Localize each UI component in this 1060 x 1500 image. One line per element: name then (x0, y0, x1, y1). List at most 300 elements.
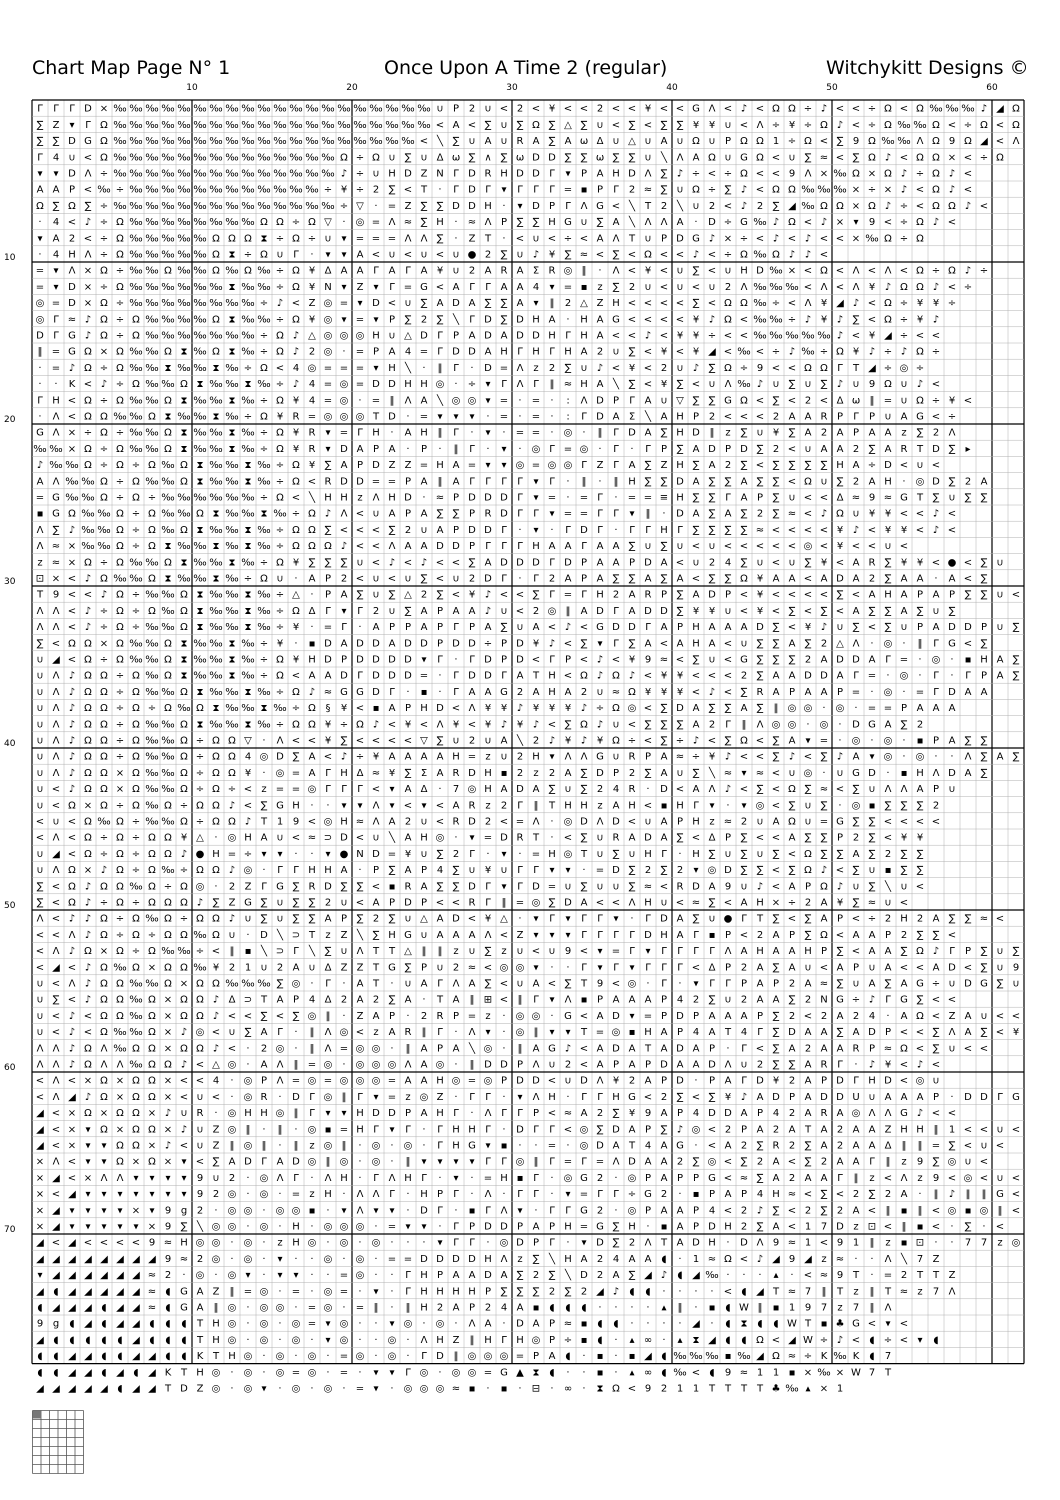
grid-cell-symbol: < (628, 314, 636, 325)
grid-cell-symbol: ‰ (193, 266, 206, 277)
grid-cell-symbol: D (612, 622, 620, 633)
grid-cell-symbol: ÷ (100, 622, 108, 633)
grid-cell-symbol: × (100, 347, 108, 358)
grid-cell-symbol: < (708, 250, 716, 261)
grid-cell-symbol: D (660, 914, 668, 925)
grid-cell-symbol: ÷ (116, 298, 124, 309)
grid-cell-symbol: ∪ (404, 298, 411, 309)
grid-cell-symbol: ╲ (436, 393, 444, 406)
grid-cell-symbol: ∑ (661, 476, 668, 487)
grid-cell-symbol: H (324, 865, 332, 876)
grid-cell-symbol: ≈ (756, 768, 764, 779)
grid-cell-symbol: 2 (421, 590, 427, 601)
grid-cell-symbol: A (725, 622, 732, 633)
grid-cell-symbol: Ω (692, 136, 700, 147)
grid-cell-symbol: Γ (661, 979, 667, 990)
grid-cell-symbol: D (596, 768, 604, 779)
grid-cell-symbol: Ω (100, 995, 108, 1006)
grid-cell-symbol: < (1012, 1124, 1020, 1135)
grid-cell-symbol: ω (852, 395, 860, 406)
grid-cell-symbol: = (548, 493, 556, 504)
grid-cell-symbol: ♪ (869, 995, 875, 1006)
grid-cell-symbol: 2 (469, 266, 475, 277)
grid-cell-symbol: < (564, 671, 572, 682)
grid-cell-symbol: ÷ (676, 736, 684, 747)
grid-cell-symbol: : (566, 395, 569, 406)
grid-cell-symbol: Ω (772, 1351, 780, 1362)
grid-cell-symbol: Γ (453, 1189, 459, 1200)
grid-cell-symbol: Ω (148, 1011, 156, 1022)
grid-cell-symbol: z (917, 1286, 922, 1297)
grid-cell-symbol: D (580, 1270, 588, 1281)
grid-cell-symbol: ∪ (532, 233, 539, 244)
grid-cell-symbol: ∑ (869, 444, 876, 455)
grid-cell-symbol: Γ (437, 1124, 443, 1135)
grid-cell-symbol: A (453, 1043, 460, 1054)
grid-cell-symbol: Λ (101, 1173, 108, 1184)
grid-cell-symbol: ‰ (161, 719, 174, 730)
grid-cell-symbol: ∑ (437, 849, 444, 860)
grid-cell-symbol: ▾ (325, 1108, 330, 1119)
grid-cell-symbol: ▾ (405, 1222, 410, 1233)
grid-cell-symbol: A (837, 1011, 844, 1022)
grid-cell-symbol: ∪ (964, 1157, 971, 1168)
grid-cell-symbol: H (740, 266, 748, 277)
grid-cell-symbol: H (980, 655, 988, 666)
grid-cell-symbol: ∑ (789, 460, 796, 471)
grid-cell-symbol: ∪ (516, 946, 523, 957)
grid-cell-symbol: D (660, 606, 668, 617)
grid-cell-symbol: ÷ (788, 898, 796, 909)
grid-cell-symbol: H (660, 525, 668, 536)
grid-cell-symbol: 2 (757, 930, 763, 941)
grid-cell-symbol: ♪ (181, 849, 187, 860)
grid-cell-symbol: A (773, 995, 780, 1006)
grid-cell-symbol: ∑ (869, 1189, 876, 1200)
grid-cell-symbol: < (436, 120, 444, 131)
grid-cell-symbol: < (804, 525, 812, 536)
grid-cell-symbol: < (36, 946, 44, 957)
grid-cell-symbol: = (420, 460, 428, 471)
grid-cell-symbol: ∪ (404, 979, 411, 990)
grid-cell-symbol: D (388, 412, 396, 423)
grid-cell-symbol: ▽ (244, 736, 252, 747)
grid-cell-symbol: ÷ (116, 476, 124, 487)
grid-cell-symbol: D (484, 671, 492, 682)
grid-cell-symbol: D (468, 525, 476, 536)
grid-cell-symbol: ∑ (309, 914, 316, 925)
grid-cell-symbol: ∪ (676, 768, 683, 779)
grid-cell-symbol: ▪ (533, 1303, 540, 1314)
grid-cell-symbol: Γ (485, 185, 491, 196)
grid-cell-symbol: ∑ (517, 1286, 524, 1297)
grid-cell-symbol: ∑ (773, 622, 780, 633)
grid-cell-symbol: ◢ (100, 1286, 108, 1297)
grid-cell-symbol: D (612, 1124, 620, 1135)
grid-cell-symbol: ∑ (981, 590, 988, 601)
grid-cell-symbol: ◎ (324, 314, 333, 325)
grid-cell-symbol: A (869, 1124, 876, 1135)
grid-cell-symbol: × (84, 298, 92, 309)
grid-cell-symbol: · (310, 1384, 313, 1395)
grid-cell-symbol: ÷ (148, 703, 156, 714)
grid-cell-symbol: Ω (68, 881, 76, 892)
grid-cell-symbol: A (469, 930, 476, 941)
grid-cell-symbol: × (68, 444, 76, 455)
grid-cell-symbol: ◎ (964, 1173, 973, 1184)
grid-cell-symbol: ¥ (549, 250, 555, 261)
grid-cell-symbol: ÷ (116, 493, 124, 504)
grid-cell-symbol: A (869, 1141, 876, 1152)
grid-cell-symbol: · (38, 412, 41, 423)
grid-cell-symbol: ▾ (373, 314, 378, 325)
grid-cell-symbol: ÷ (868, 104, 876, 115)
grid-cell-symbol: ≈ (692, 898, 700, 909)
grid-cell-symbol: A (773, 574, 780, 585)
grid-cell-symbol: P (421, 865, 427, 876)
grid-cell-symbol: ♪ (85, 574, 91, 585)
grid-cell-symbol: ‰ (321, 104, 334, 115)
grid-cell-symbol: ¥ (693, 314, 699, 325)
grid-cell-symbol: A (997, 752, 1004, 763)
grid-cell-symbol: Ω (132, 331, 140, 342)
grid-cell-symbol: P (853, 428, 859, 439)
grid-cell-symbol: Ω (180, 1043, 188, 1054)
grid-cell-symbol: A (629, 460, 636, 471)
grid-cell-symbol: A (853, 849, 860, 860)
grid-cell-symbol: Λ (53, 865, 60, 876)
grid-cell-symbol: ∪ (564, 784, 571, 795)
grid-cell-symbol: Ω (260, 363, 268, 374)
grid-cell-symbol: z (837, 1303, 842, 1314)
grid-cell-symbol: < (564, 1124, 572, 1135)
grid-cell-symbol: · (38, 363, 41, 374)
grid-cell-symbol: P (805, 881, 811, 892)
grid-cell-symbol: 2 (229, 962, 235, 973)
grid-cell-symbol: H (564, 347, 572, 358)
grid-cell-symbol: · (358, 395, 361, 406)
grid-cell-symbol: Λ (565, 752, 572, 763)
grid-cell-symbol: ¥ (837, 898, 843, 909)
grid-cell-symbol: ¥ (309, 282, 315, 293)
grid-cell-symbol: < (932, 557, 940, 568)
grid-cell-symbol: ◢ (116, 1367, 124, 1378)
grid-cell-symbol: Ω (996, 152, 1004, 163)
grid-cell-symbol: A (677, 914, 684, 925)
grid-cell-symbol: ∑ (405, 152, 412, 163)
grid-cell-symbol: A (821, 1027, 828, 1038)
grid-cell-symbol: ◎ (356, 1043, 365, 1054)
grid-cell-symbol: H (916, 1124, 924, 1135)
grid-cell-symbol: Ω (612, 736, 620, 747)
grid-cell-symbol: Z (949, 1270, 956, 1281)
grid-cell-symbol: ‖ (518, 1043, 523, 1054)
grid-cell-symbol: ◖ (37, 1351, 42, 1362)
grid-cell-symbol: Ω (276, 444, 284, 455)
grid-cell-symbol: < (980, 201, 988, 212)
grid-cell-symbol: Ω (148, 525, 156, 536)
grid-cell-symbol: Λ (277, 1076, 284, 1087)
grid-cell-symbol: × (52, 574, 60, 585)
grid-cell-symbol: < (612, 201, 620, 212)
grid-cell-symbol: · (342, 1303, 345, 1314)
grid-cell-symbol: 7 (869, 1367, 875, 1378)
grid-cell-symbol: ÷ (692, 752, 700, 763)
grid-cell-symbol: ∪ (276, 898, 283, 909)
grid-cell-symbol: H (452, 1286, 460, 1297)
grid-cell-symbol: P (613, 1060, 619, 1071)
grid-cell-symbol: ♪ (533, 250, 539, 261)
grid-cell-symbol: Γ (581, 590, 587, 601)
grid-cell-symbol: ◎ (436, 833, 445, 844)
grid-cell-symbol: 2 (405, 817, 411, 828)
grid-cell-symbol: R (773, 1141, 780, 1152)
grid-symbols (33, 104, 1020, 1395)
grid-cell-symbol: ‰ (145, 752, 158, 763)
grid-cell-symbol: < (612, 898, 620, 909)
grid-cell-symbol: ∪ (468, 136, 475, 147)
grid-cell-symbol: T (436, 995, 444, 1006)
grid-cell-symbol: A (485, 687, 492, 698)
grid-cell-symbol: ▪ (965, 655, 972, 666)
grid-cell-symbol: A (821, 687, 828, 698)
grid-cell-symbol: · (230, 1254, 233, 1265)
grid-cell-symbol: · (342, 1060, 345, 1071)
grid-cell-symbol: P (901, 703, 907, 714)
grid-cell-symbol: ¥ (469, 590, 475, 601)
grid-cell-symbol: ∪ (996, 946, 1003, 957)
grid-cell-symbol: ÷ (100, 233, 108, 244)
grid-cell-symbol: = (516, 817, 524, 828)
grid-cell-symbol: ▾ (85, 1205, 90, 1216)
grid-cell-symbol: Γ (677, 962, 683, 973)
grid-cell-symbol: A (485, 1319, 492, 1330)
grid-cell-symbol: ◎ (356, 217, 365, 228)
grid-cell-symbol: ‖ (822, 1286, 827, 1297)
grid-cell-symbol: · (694, 1286, 697, 1297)
grid-cell-symbol: ‰ (257, 185, 270, 196)
grid-cell-symbol: Ω (740, 250, 748, 261)
grid-cell-symbol: ∑ (741, 557, 748, 568)
grid-cell-symbol: Ω (612, 703, 620, 714)
grid-cell-symbol: ∪ (420, 930, 427, 941)
grid-cell-symbol: · (486, 412, 489, 423)
grid-cell-symbol: ⧗ (180, 395, 187, 406)
grid-cell-symbol: ‖ (598, 428, 603, 439)
grid-cell-symbol: Ω (980, 120, 988, 131)
grid-cell-symbol: ‖ (422, 1027, 427, 1038)
grid-cell-symbol: P (949, 590, 955, 601)
grid-cell-symbol: ▪ (517, 1173, 524, 1184)
grid-cell-symbol: ¥ (757, 606, 763, 617)
grid-cell-symbol: ◎ (340, 1076, 349, 1087)
grid-cell-symbol: · (502, 1092, 505, 1103)
grid-cell-symbol: ∪ (36, 703, 43, 714)
grid-cell-symbol: ‰ (257, 266, 270, 277)
grid-cell-symbol: × (68, 1108, 76, 1119)
grid-cell-symbol: ‰ (833, 185, 846, 196)
grid-cell-symbol: 2 (901, 930, 907, 941)
grid-cell-symbol: ∑ (725, 736, 732, 747)
grid-cell-symbol: ‰ (145, 298, 158, 309)
grid-cell-symbol: ◎ (276, 1043, 285, 1054)
grid-cell-symbol: ◎ (420, 1384, 429, 1395)
grid-cell-symbol: Γ (517, 865, 523, 876)
grid-cell-symbol: H (868, 1076, 876, 1087)
grid-cell-symbol: ¥ (325, 719, 331, 730)
grid-cell-symbol: 2 (661, 1384, 667, 1395)
grid-cell-symbol: ‰ (177, 185, 190, 196)
grid-cell-symbol: × (68, 1141, 76, 1152)
grid-cell-symbol: D (612, 1011, 620, 1022)
grid-cell-symbol: Ω (116, 347, 124, 358)
grid-cell-symbol: Ω (804, 849, 812, 860)
grid-cell-symbol: < (884, 1173, 892, 1184)
grid-cell-symbol: ‰ (193, 250, 206, 261)
grid-cell-symbol: ◢ (84, 1270, 92, 1281)
grid-cell-symbol: ∪ (772, 379, 779, 390)
grid-cell-symbol: A (597, 1060, 604, 1071)
grid-cell-symbol: A (405, 833, 412, 844)
grid-cell-symbol: A (421, 1076, 428, 1087)
grid-cell-symbol: ‖ (854, 1173, 859, 1184)
grid-cell-symbol: Ω (164, 444, 172, 455)
grid-cell-symbol: A (613, 217, 620, 228)
grid-cell-symbol: < (292, 298, 300, 309)
grid-cell-symbol: ‰ (177, 946, 190, 957)
grid-cell-symbol: Ω (100, 784, 108, 795)
grid-cell-symbol: ≈ (436, 493, 444, 504)
grid-cell-symbol: < (644, 120, 652, 131)
grid-cell-symbol: H (436, 460, 444, 471)
grid-cell-symbol: D (708, 217, 716, 228)
grid-cell-symbol: ▾ (597, 946, 602, 957)
grid-cell-symbol: ∪ (948, 979, 955, 990)
grid-cell-symbol: ‰ (385, 136, 398, 147)
grid-cell-symbol: · (646, 1222, 649, 1233)
grid-cell-symbol: < (932, 995, 940, 1006)
grid-cell-symbol: ‰ (241, 120, 254, 131)
grid-cell-symbol: < (692, 379, 700, 390)
grid-cell-symbol: R (309, 881, 316, 892)
grid-cell-symbol: ∑ (389, 525, 396, 536)
grid-cell-symbol: < (948, 1173, 956, 1184)
grid-cell-symbol: ‰ (145, 590, 158, 601)
grid-cell-symbol: ‰ (129, 1011, 142, 1022)
grid-cell-symbol: ‰ (225, 606, 238, 617)
grid-cell-symbol: · (38, 250, 41, 261)
grid-cell-symbol: = (516, 1351, 524, 1362)
grid-cell-symbol: ♪ (485, 606, 491, 617)
grid-cell-symbol: ╲ (548, 1252, 556, 1265)
grid-cell-symbol: ‖ (310, 1027, 315, 1038)
grid-cell-symbol: ω (596, 152, 604, 163)
grid-cell-symbol: ▾ (101, 1222, 106, 1233)
grid-cell-symbol: ♪ (613, 1286, 619, 1297)
grid-cell-symbol: Ω (852, 169, 860, 180)
grid-cell-symbol: ¥ (661, 671, 667, 682)
grid-cell-symbol: A (373, 898, 380, 909)
grid-cell-symbol: ⧗ (180, 638, 187, 649)
grid-cell-symbol: Γ (453, 1108, 459, 1119)
grid-cell-symbol: A (821, 914, 828, 925)
grid-cell-symbol: 2 (661, 1189, 667, 1200)
grid-cell-symbol: A (741, 703, 748, 714)
grid-cell-symbol: ♪ (85, 962, 91, 973)
grid-cell-symbol: ∪ (36, 800, 43, 811)
grid-cell-symbol: ÷ (100, 833, 108, 844)
grid-cell-symbol: = (612, 946, 620, 957)
grid-cell-symbol: A (597, 314, 604, 325)
grid-cell-symbol: P (869, 1043, 875, 1054)
grid-cell-symbol: ▪ (501, 1384, 508, 1395)
grid-cell-symbol: Ω (740, 395, 748, 406)
grid-cell-symbol: ‰ (145, 314, 158, 325)
grid-cell-symbol: Ρ (405, 476, 411, 487)
grid-cell-symbol: ▾ (69, 120, 74, 131)
grid-cell-symbol: ‰ (161, 865, 174, 876)
grid-cell-symbol: Λ (69, 266, 76, 277)
grid-cell-symbol: ⧗ (228, 557, 235, 568)
grid-cell-symbol: ◢ (132, 1286, 140, 1297)
grid-cell-symbol: Z (469, 233, 476, 244)
grid-cell-symbol: ÷ (132, 946, 140, 957)
grid-cell-symbol: · (470, 363, 473, 374)
grid-cell-symbol: ◎ (516, 460, 525, 471)
grid-cell-symbol: ♪ (709, 314, 715, 325)
grid-cell-symbol: ∑ (965, 493, 972, 504)
grid-cell-symbol: Ω (884, 379, 892, 390)
grid-cell-symbol: Ω (180, 881, 188, 892)
grid-cell-symbol: 2 (757, 1060, 763, 1071)
grid-cell-symbol: Γ (453, 185, 459, 196)
grid-cell-symbol: A (581, 1254, 588, 1265)
grid-cell-symbol: < (244, 784, 252, 795)
grid-cell-symbol: 9 (917, 1157, 923, 1168)
grid-cell-symbol: ▾ (453, 1173, 458, 1184)
grid-cell-symbol: ∑ (629, 347, 636, 358)
grid-cell-symbol: D (244, 1157, 252, 1168)
grid-cell-symbol: < (804, 1011, 812, 1022)
grid-cell-symbol: ⧗ (212, 412, 219, 423)
grid-cell-symbol: Ω (756, 1335, 764, 1346)
grid-cell-symbol: A (53, 185, 60, 196)
grid-cell-symbol: ‖ (230, 1141, 235, 1152)
grid-cell-symbol: A (773, 1173, 780, 1184)
grid-cell-symbol: Ω (212, 865, 220, 876)
grid-cell-symbol: · (486, 1384, 489, 1395)
grid-cell-symbol: Γ (741, 1076, 747, 1087)
grid-cell-symbol: · (422, 363, 425, 374)
grid-cell-symbol: ⧗ (196, 687, 203, 698)
grid-cell-symbol: ∪ (724, 995, 731, 1006)
grid-cell-symbol: ≈ (836, 1254, 844, 1265)
grid-cell-symbol: Ω (132, 493, 140, 504)
grid-cell-symbol: < (356, 525, 364, 536)
grid-cell-symbol: < (52, 930, 60, 941)
grid-cell-symbol: A (421, 541, 428, 552)
grid-cell-symbol: ∑ (501, 298, 508, 309)
grid-cell-symbol: < (676, 655, 684, 666)
grid-cell-symbol: D (420, 1205, 428, 1216)
grid-cell-symbol: < (612, 979, 620, 990)
grid-cell-symbol: Α (741, 946, 748, 957)
grid-cell-symbol: ‰ (145, 622, 158, 633)
grid-cell-symbol: P (677, 1173, 683, 1184)
grid-cell-symbol: ∑ (581, 638, 588, 649)
grid-cell-symbol: ‰ (129, 428, 142, 439)
grid-cell-symbol: ▪ (501, 768, 508, 779)
